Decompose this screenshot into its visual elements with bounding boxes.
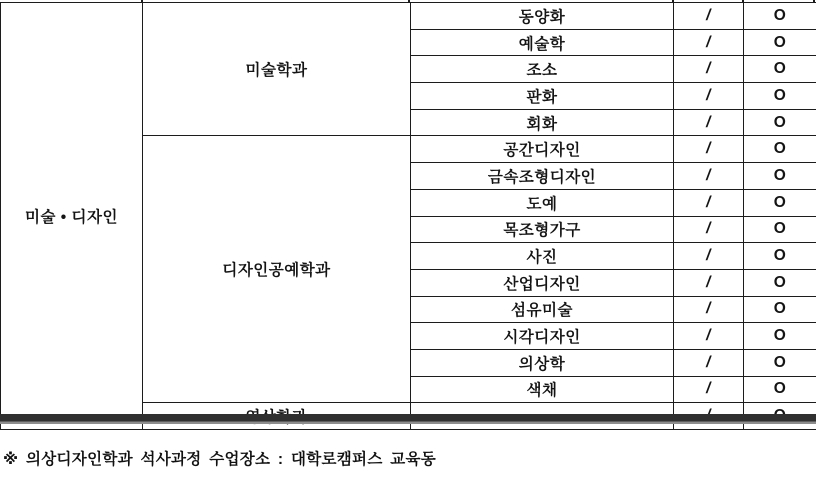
major-cell: 예술학	[411, 29, 674, 56]
slash-cell: /	[674, 376, 744, 403]
circle-cell: O	[744, 56, 816, 83]
circle-cell: O	[744, 109, 816, 136]
major-cell: 판화	[411, 83, 674, 110]
major-cell: 목조형가구	[411, 216, 674, 243]
major-cell: 금속조형디자인	[411, 163, 674, 190]
major-cell: 시각디자인	[411, 323, 674, 350]
department-cell: 디자인공예학과	[143, 136, 411, 403]
major-cell: 조소	[411, 56, 674, 83]
circle-cell: O	[744, 189, 816, 216]
circle-cell: O	[744, 269, 816, 296]
slash-cell: /	[674, 163, 744, 190]
program-table	[0, 2, 816, 430]
department-cell: 미술학과	[143, 3, 411, 136]
major-cell: 섬유미술	[411, 296, 674, 323]
table-bottom-bar	[0, 414, 816, 424]
circle-cell: O	[744, 163, 816, 190]
slash-cell: /	[674, 189, 744, 216]
circle-cell: O	[744, 296, 816, 323]
slash-cell: /	[674, 269, 744, 296]
slash-cell: /	[674, 296, 744, 323]
major-cell: 색채	[411, 376, 674, 403]
circle-cell: O	[744, 3, 816, 30]
table-row	[1, 3, 816, 30]
circle-cell: O	[744, 216, 816, 243]
slash-cell: /	[674, 56, 744, 83]
slash-cell: /	[674, 29, 744, 56]
slash-cell: /	[674, 109, 744, 136]
circle-cell: O	[744, 349, 816, 376]
slash-cell: /	[674, 349, 744, 376]
slash-cell: /	[674, 3, 744, 30]
slash-cell: /	[674, 216, 744, 243]
circle-cell: O	[744, 29, 816, 56]
slash-cell: /	[674, 243, 744, 270]
footnote-text: ※ 의상디자인학과 석사과정 수업장소 : 대학로캠퍼스 교육동	[3, 451, 437, 468]
circle-cell: O	[744, 323, 816, 350]
major-cell: 회화	[411, 109, 674, 136]
major-cell: 산업디자인	[411, 269, 674, 296]
major-cell: 동양화	[411, 3, 674, 30]
circle-cell: O	[744, 376, 816, 403]
slash-cell: /	[674, 136, 744, 163]
circle-cell: O	[744, 136, 816, 163]
major-cell: 의상학	[411, 349, 674, 376]
major-cell: 사진	[411, 243, 674, 270]
slash-cell: /	[674, 83, 744, 110]
major-cell: 도예	[411, 189, 674, 216]
major-cell: 공간디자인	[411, 136, 674, 163]
slash-cell: /	[674, 323, 744, 350]
circle-cell: O	[744, 83, 816, 110]
category-cell: 미술 • 디자인	[1, 3, 143, 430]
circle-cell: O	[744, 243, 816, 270]
